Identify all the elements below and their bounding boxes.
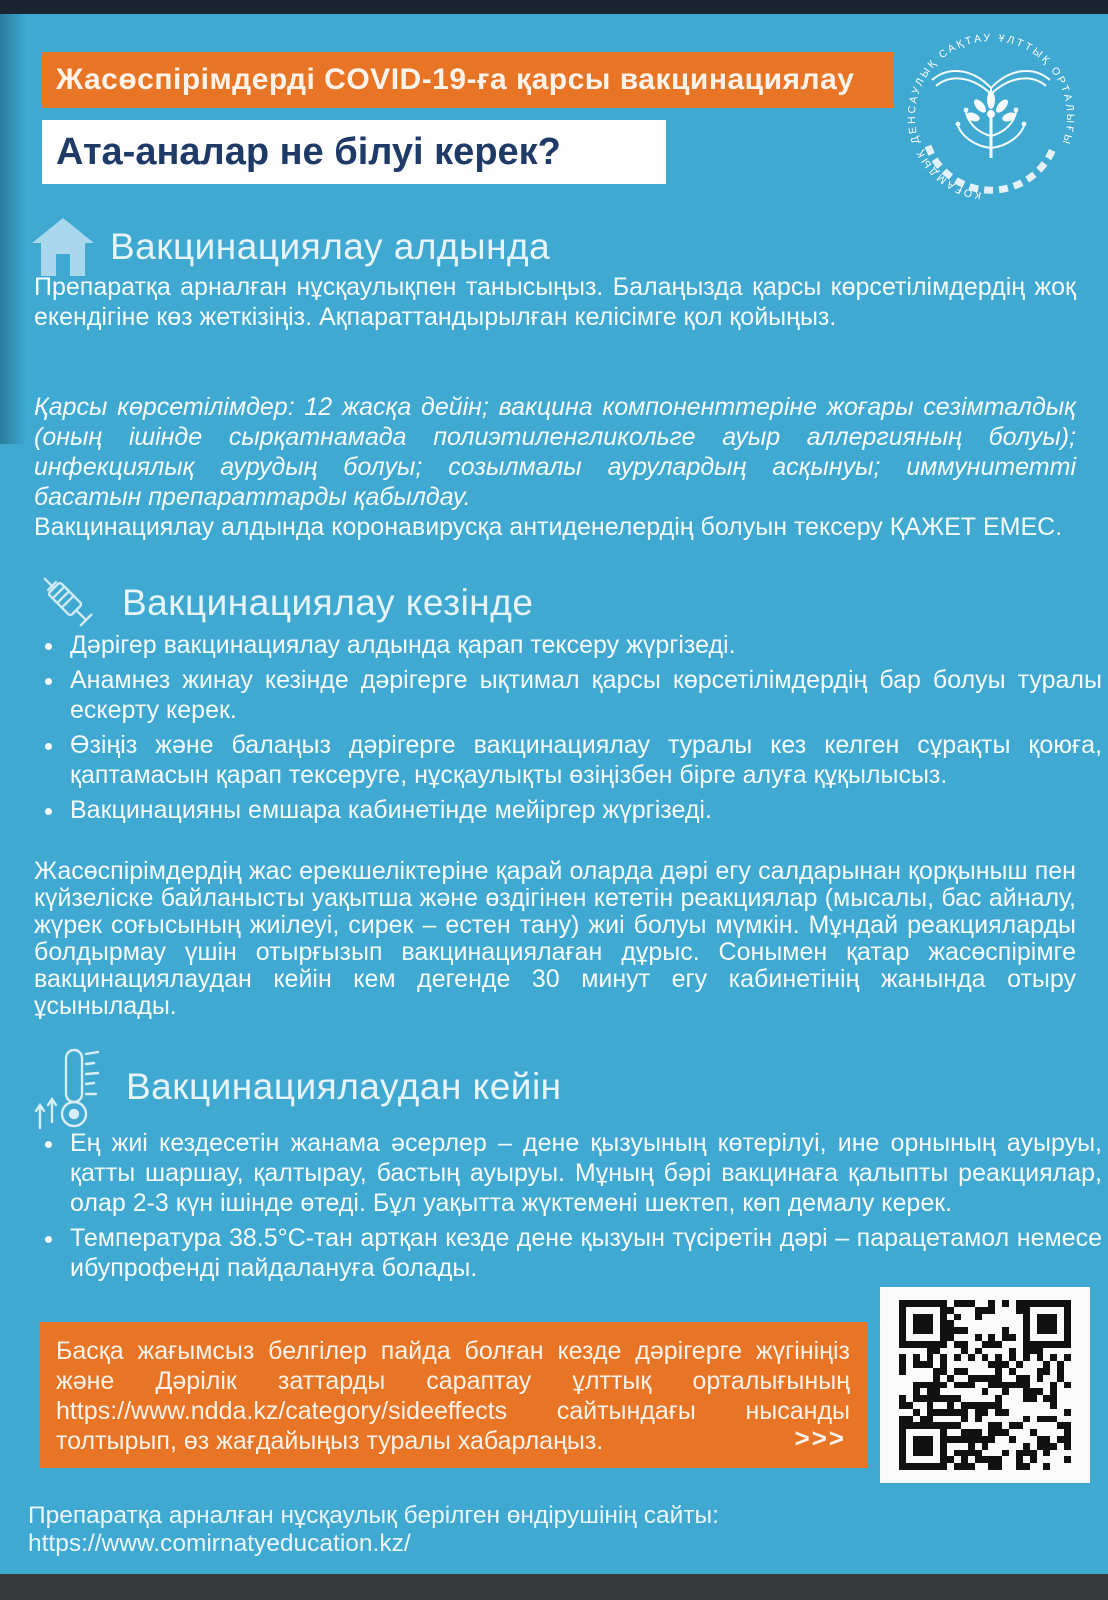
syringe-icon: [30, 566, 108, 640]
section-during-title: Вакцинациялау кезінде: [122, 582, 534, 623]
list-item: • Температура 38.5°С-тан артқан кезде дене қызуын түсіретін дәрі – парацетамол немесе ибупрофенді пайдалануға болады.: [66, 1223, 1102, 1283]
section-before-paragraph: Препаратқа арналған нұсқаулықпен танысыңыз. Балаңызда қарсы көрсетілімдердің жоқ екендігіне көз жеткізіңіз. Ақпараттандырылған келісімге қол қойыңыз.: [34, 273, 1076, 331]
side-effects-text: Басқа жағымсыз белгілер пайда болған кезде дәрігерге жүгініңіз және Дәрілік заттарды сараптау ұлттық орталығының https://www.ndda.kz/category/sideeffects сайтындағы нысанды толтырып, өз жағдайыңыз туралы хабарлаңыз.: [56, 1337, 850, 1455]
bottom-letterbox-bar: [0, 1574, 1108, 1600]
qr-code: [880, 1287, 1090, 1483]
list-item: • Анамнез жинау кезінде дәрігерге ықтимал қарсы көрсетілімдердің бар болуы туралы ескерту керек.: [66, 665, 1102, 725]
subtitle-banner: [42, 120, 666, 184]
section-before-header: [30, 216, 550, 278]
qr-code-modules: [899, 1300, 1071, 1470]
chevrons-right-icon: >>>: [794, 1423, 846, 1453]
title-banner-label: Жасөспірімдерді COVID-19-ға қарсы вакцинациялау: [56, 63, 855, 96]
list-item: • Дәрігер вакцинациялау алдында қарап тексеру жүргізеді.: [66, 630, 1102, 660]
after-bullet-list: [40, 1128, 1102, 1288]
section-after-title: Вакцинациялаудан кейін: [126, 1066, 562, 1107]
thermometer-icon: [30, 1044, 112, 1130]
list-item: • Вакцинацияны емшара кабинетінде мейіргер жүргізеді.: [66, 795, 1102, 825]
logo-circular-text: ҚОҒАМДЫҚ ДЕНСАУЛЫҚ САҚТАУ ҰЛТТЫҚ ОРТАЛЫҒЫ: [905, 31, 1077, 202]
title-banner: [42, 52, 894, 108]
section-during-header: [30, 566, 533, 640]
section-before-title: Вакцинациялау алдында: [110, 226, 551, 267]
list-item: • Өзіңіз және балаңыз дәрігерге вакцинациялау туралы кез келген сұрақты қоюға, қаптамасын қарап тексеруге, нұсқаулықты өзіңізбен бірге алуға құқылысыз.: [66, 730, 1102, 790]
contraindications-block: [34, 392, 1076, 542]
home-icon: [30, 216, 96, 278]
side-effects-callout: [40, 1322, 868, 1468]
manufacturer-site-note: Препаратқа арналған нұсқаулық берілген өндірушінің сайты: https://www.comirnatyeducation.kz/: [28, 1502, 719, 1557]
antibody-test-note: Вакцинациялау алдында коронавирусқа антиденелердің болуын тексеру ҚАЖЕТ ЕМЕС.: [34, 513, 1063, 541]
subtitle-banner-label: Ата-аналар не білуі керек?: [56, 130, 561, 173]
public-health-center-logo: [898, 24, 1084, 210]
top-letterbox-bar: [0, 0, 1108, 14]
section-after-header: [30, 1044, 562, 1130]
reactions-paragraph: Жасөспірімдердің жас ерекшеліктеріне қарай оларда дәрі егу салдарынан қорқыныш пен күйзеліске байланысты уақытша және өздігінен кететін реакциялар (мысалы, бас айналу, жүрек соғысының жиілеуі, сирек – естен тану) жиі болуы мүмкін. Мұндай реакцияларды болдырмау үшін отырғызып вакцинациялаған дұрыс. Сонымен қатар жасөспірімге вакцинациялаудан кейін кем дегенде 30 минут егу кабинетінің жанында отыру ұсынылады.: [34, 857, 1076, 1020]
during-bullet-list: [40, 630, 1102, 830]
list-item: • Ең жиі кездесетін жанама әсерлер – дене қызуының көтерілуі, ине орнының ауыруы, қатты шаршау, қалтырау, бастың ауыруы. Мұның бәрі вакцинаға қалыпты реакциялар, олар 2-3 күн ішінде өтеді. Бұл уақытта жүктемені шектеп, көп демалу керек.: [66, 1128, 1102, 1218]
contraindications-text: Қарсы көрсетілімдер: 12 жасқа дейін; вакцина компоненттеріне жоғары сезімталдық (оның ішінде сырқатнамада полиэтиленгликольге ауыр аллергияның болуы); инфекциялық аурудың болуы; созылмалы аурулардың асқынуы; иммунитетті басатын препараттарды қабылдау.: [34, 393, 1076, 511]
left-edge-shadow: [0, 14, 26, 444]
